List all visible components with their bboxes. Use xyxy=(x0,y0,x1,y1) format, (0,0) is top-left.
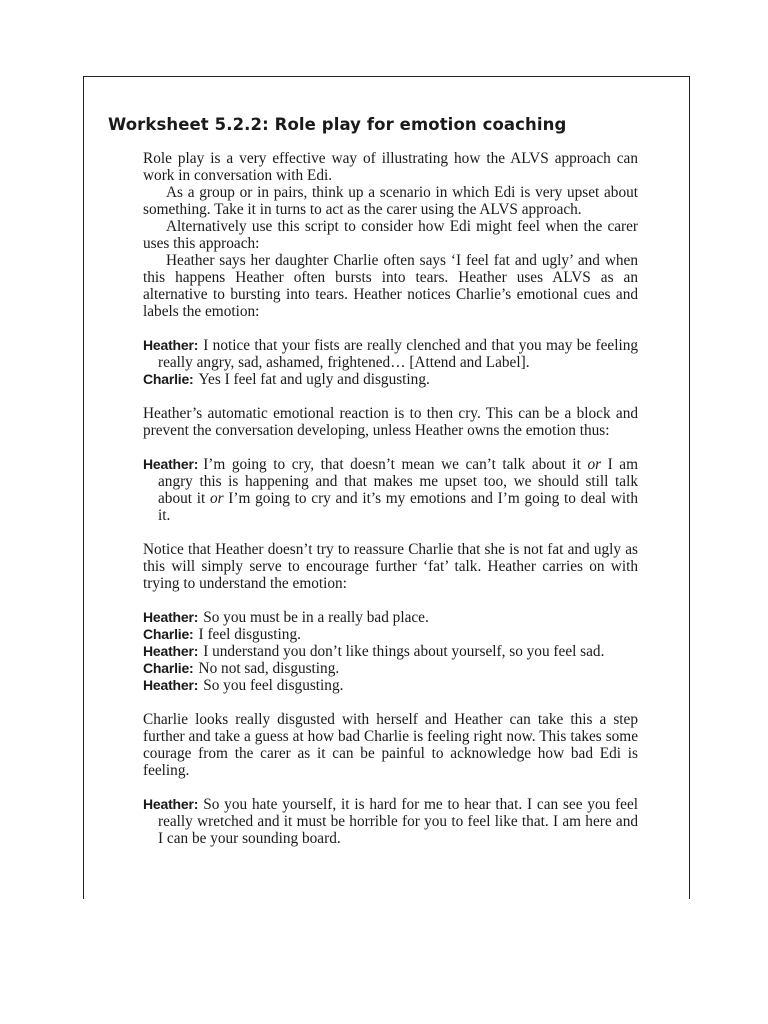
dialogue-line xyxy=(143,626,638,643)
dialogue-line xyxy=(143,456,638,524)
worksheet-title: Worksheet 5.2.2: Role play for emotion coaching xyxy=(108,115,567,134)
speaker-label: Heather: xyxy=(143,337,199,353)
body-paragraph: Charlie looks really disgusted with herself and Heather can take this a step further and take a guess at how bad Charlie is feeling right now. This takes some courage from the carer as it can be painful to acknowledge how bad Edi is feeling. xyxy=(143,711,638,779)
dialogue-text: Yes I feel fat and ugly and disgusting. xyxy=(198,371,430,388)
dialogue-line xyxy=(143,371,638,388)
speaker-label: Heather: xyxy=(143,609,199,625)
dialogue-text: No not sad, disgusting. xyxy=(198,660,340,677)
speaker-label: Charlie: xyxy=(143,626,194,642)
dialogue-text: I feel disgusting. xyxy=(198,626,301,643)
intro-paragraph: Alternatively use this script to consider how Edi might feel when the carer uses this approach: xyxy=(143,218,638,252)
dialogue-line xyxy=(143,660,638,677)
speaker-label: Heather: xyxy=(143,677,199,693)
body-paragraph: Heather’s automatic emotional reaction is to then cry. This can be a block and prevent the conversation developing, unless Heather owns the emotion thus: xyxy=(143,405,638,439)
dialogue-line xyxy=(143,643,638,660)
dialogue-text: I notice that your fists are really clenched and that you may be feeling really angry, sad, ashamed, frightened… [Attend and Label]. xyxy=(158,337,638,371)
speaker-label: Heather: xyxy=(143,643,199,659)
speaker-label: Heather: xyxy=(143,796,199,812)
dialogue-emphasis: or xyxy=(209,490,224,507)
speaker-label: Charlie: xyxy=(143,660,194,676)
intro-paragraph: Heather says her daughter Charlie often says ‘I feel fat and ugly’ and when this happens Heather often bursts into tears. Heather uses ALVS as an alternative to bursting into tears. Heather notices Charlie’s emotional cues and labels the emotion: xyxy=(143,252,638,320)
intro-paragraph: Role play is a very effective way of illustrating how the ALVS approach can work in conversation with Edi. xyxy=(143,150,638,184)
dialogue-text: I am angry this is happening and that makes me upset too, we should still talk about it xyxy=(158,456,638,507)
dialogue-line xyxy=(143,796,638,847)
dialogue-line xyxy=(143,609,638,626)
dialogue-text: So you feel disgusting. xyxy=(203,677,344,694)
dialogue-text: I understand you don’t like things about yourself, so you feel sad. xyxy=(203,643,605,660)
worksheet-body xyxy=(143,150,638,847)
dialogue-emphasis: or xyxy=(587,456,602,473)
speaker-label: Heather: xyxy=(143,456,199,472)
dialogue-line xyxy=(143,677,638,694)
dialogue-text: I’m going to cry, that doesn’t mean we can’t talk about it xyxy=(203,456,581,473)
speaker-label: Charlie: xyxy=(143,371,194,387)
dialogue-text: So you must be in a really bad place. xyxy=(203,609,429,626)
intro-paragraph: As a group or in pairs, think up a scenario in which Edi is very upset about something. Take it in turns to act as the carer using the ALVS approach. xyxy=(143,184,638,218)
dialogue-line xyxy=(143,337,638,371)
dialogue-text: So you hate yourself, it is hard for me to hear that. I can see you feel really wretched and it must be horrible for you to feel like that. I am here and I can be your sounding board. xyxy=(158,796,638,847)
body-paragraph: Notice that Heather doesn’t try to reassure Charlie that she is not fat and ugly as this will simply serve to encourage further ‘fat’ talk. Heather carries on with trying to understand the emotion: xyxy=(143,541,638,592)
dialogue-text: I’m going to cry and it’s my emotions and I’m going to deal with it. xyxy=(158,490,639,524)
